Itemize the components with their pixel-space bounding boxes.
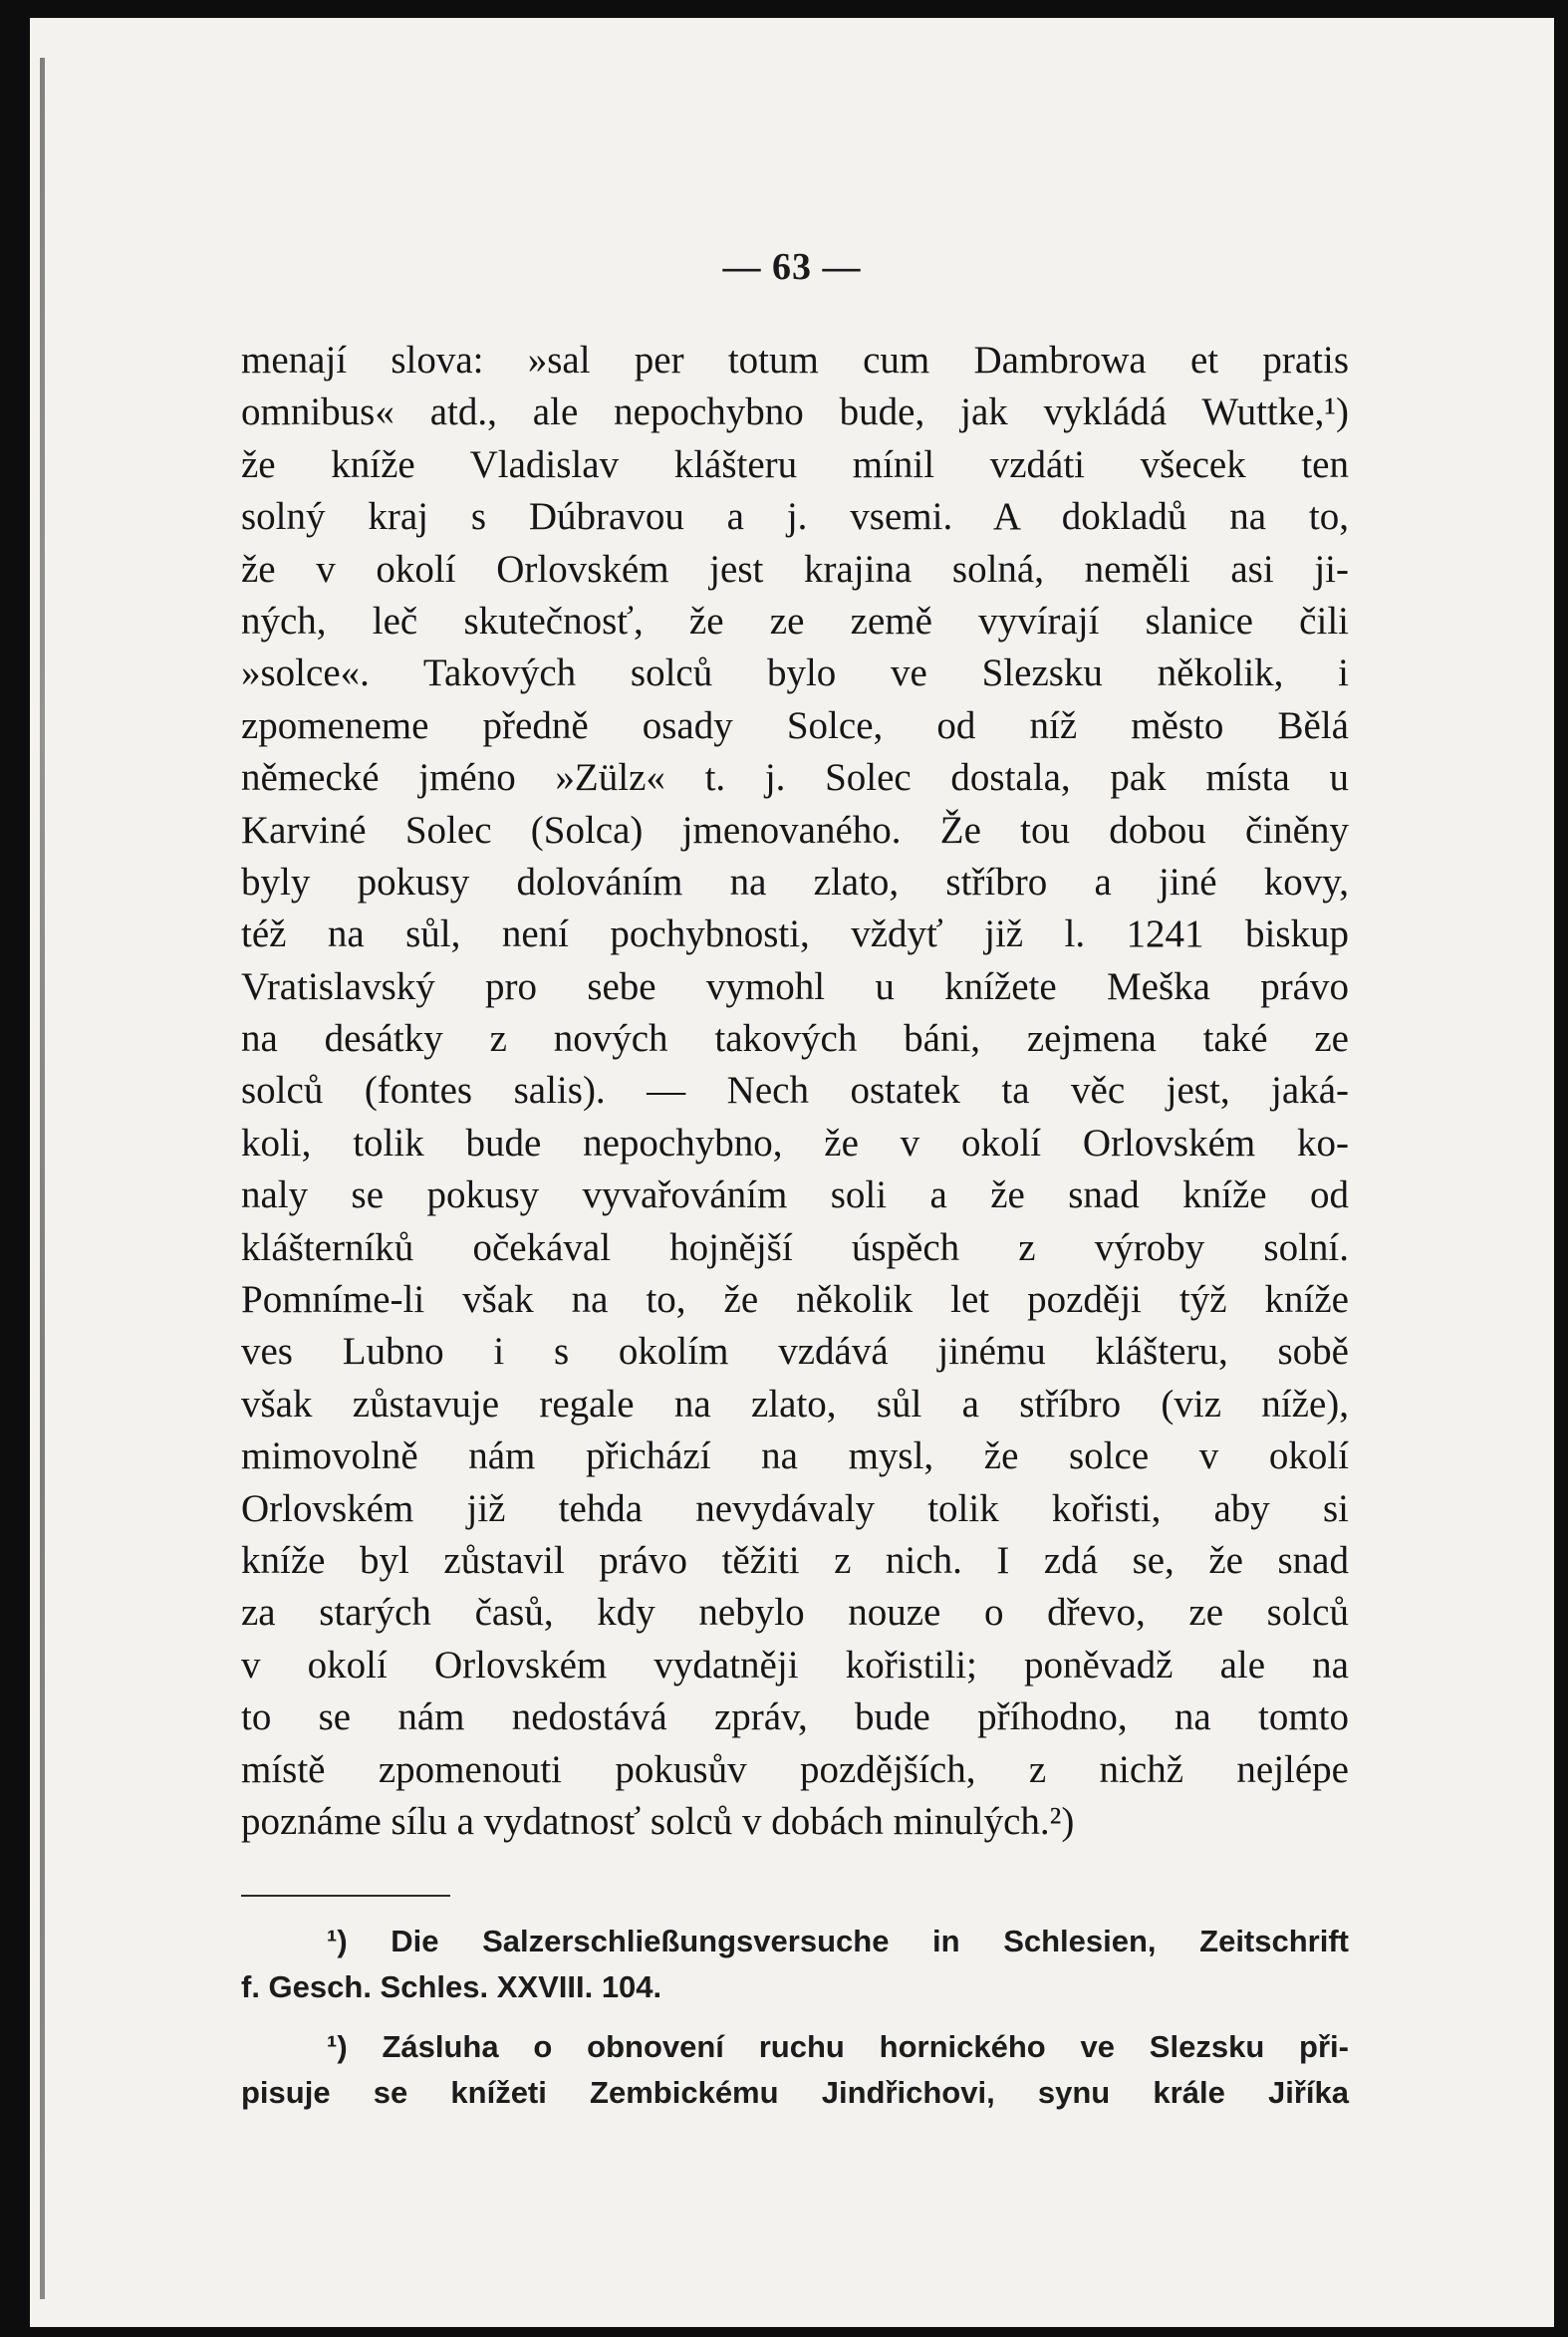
footnote-divider	[241, 1895, 450, 1897]
footnote-2	[241, 2024, 1349, 2116]
text-line: že kníže Vladislav klášteru mínil vzdáti všecek ten	[241, 442, 1349, 486]
text-line: koli, tolik bude nepochybno, že v okolí Orlovském ko-	[241, 1121, 1349, 1165]
footnote-line: f. Gesch. Schles. XXVIII. 104.	[241, 1969, 662, 2004]
text-line: ves Lubno i s okolím vzdává jinému klášteru, sobě	[241, 1330, 1349, 1374]
text-line: Vratislavský pro sebe vymohl u knížete Meška právo	[241, 964, 1349, 1008]
footnotes	[241, 1919, 1349, 2116]
text-line: zpomeneme předně osady Solce, od níž město Bělá	[241, 703, 1349, 747]
page-number: — 63 —	[722, 246, 862, 288]
text-line: »solce«. Takových solců bylo ve Slezsku několik, i	[241, 651, 1349, 695]
footnote-line: ¹) Die Salzerschließungsversuche in Schlesien, Zeitschrift	[327, 1924, 1349, 1958]
text-line: ných, leč skutečnosť, že ze země vyvírají slanice čili	[241, 599, 1349, 643]
text-line: Orlovském již tehda nevydávaly tolik kořisti, aby si	[241, 1486, 1349, 1530]
text-line: solný kraj s Dúbravou a j. vsemi. A dokladů na to,	[241, 495, 1349, 539]
footnote-1	[241, 1919, 1349, 2010]
footnote-gap	[241, 2010, 1349, 2024]
book-page	[30, 18, 1554, 2327]
text-line: německé jméno »Zülz« t. j. Solec dostala, pak místa u	[241, 756, 1349, 800]
text-line: Pomníme-li však na to, že několik let později týž kníže	[241, 1278, 1349, 1322]
text-line: poznáme sílu a vydatnosť solců v dobách minulých.²)	[241, 1799, 1075, 1843]
text-line: mimovolně nám přichází na mysl, že solce v okolí	[241, 1434, 1349, 1478]
footnote-line: ¹) Zásluha o obnovení ruchu hornického ve Slezsku při-	[327, 2029, 1349, 2064]
text-line: že v okolí Orlovském jest krajina solná, neměli asi ji-	[241, 547, 1349, 591]
text-line: solců (fontes salis). — Nech ostatek ta věc jest, jaká-	[241, 1069, 1349, 1113]
text-line: též na sůl, není pochybnosti, vždyť již l. 1241 biskup	[241, 912, 1349, 956]
text-line: Karviné Solec (Solca) jmenovaného. Že tou dobou činěny	[241, 808, 1349, 852]
text-line: omnibus« atd., ale nepochybno bude, jak vykládá Wuttke,¹)	[241, 390, 1349, 434]
body-text	[241, 335, 1349, 1848]
text-line: za starých časů, kdy nebylo nouze o dřevo, ze solců	[241, 1591, 1349, 1635]
text-line: menají slova: »sal per totum cum Dambrowa et pratis	[241, 339, 1349, 382]
text-line: kníže byl zůstavil právo těžiti z nich. I zdá se, že snad	[241, 1538, 1349, 1582]
text-line: místě zpomenouti pokusův pozdějších, z nichž nejlépe	[241, 1747, 1349, 1791]
text-line: na desátky z nových takových báni, zejmena také ze	[241, 1017, 1349, 1061]
text-line: klášterníků očekával hojnější úspěch z výroby solní.	[241, 1225, 1349, 1269]
page-edge-shadow	[40, 58, 45, 2299]
text-line: naly se pokusy vyvařováním soli a že snad kníže od	[241, 1173, 1349, 1217]
text-line: byly pokusy dolováním na zlato, stříbro a jiné kovy,	[241, 860, 1349, 904]
text-line: však zůstavuje regale na zlato, sůl a stříbro (viz níže),	[241, 1382, 1349, 1426]
text-line: v okolí Orlovském vydatněji kořistili; poněvadž ale na	[241, 1643, 1349, 1687]
text-line: to se nám nedostává zpráv, bude příhodno, na tomto	[241, 1695, 1349, 1739]
footnote-line: pisuje se knížeti Zembickému Jindřichovi, synu krále Jiříka	[241, 2075, 1349, 2110]
